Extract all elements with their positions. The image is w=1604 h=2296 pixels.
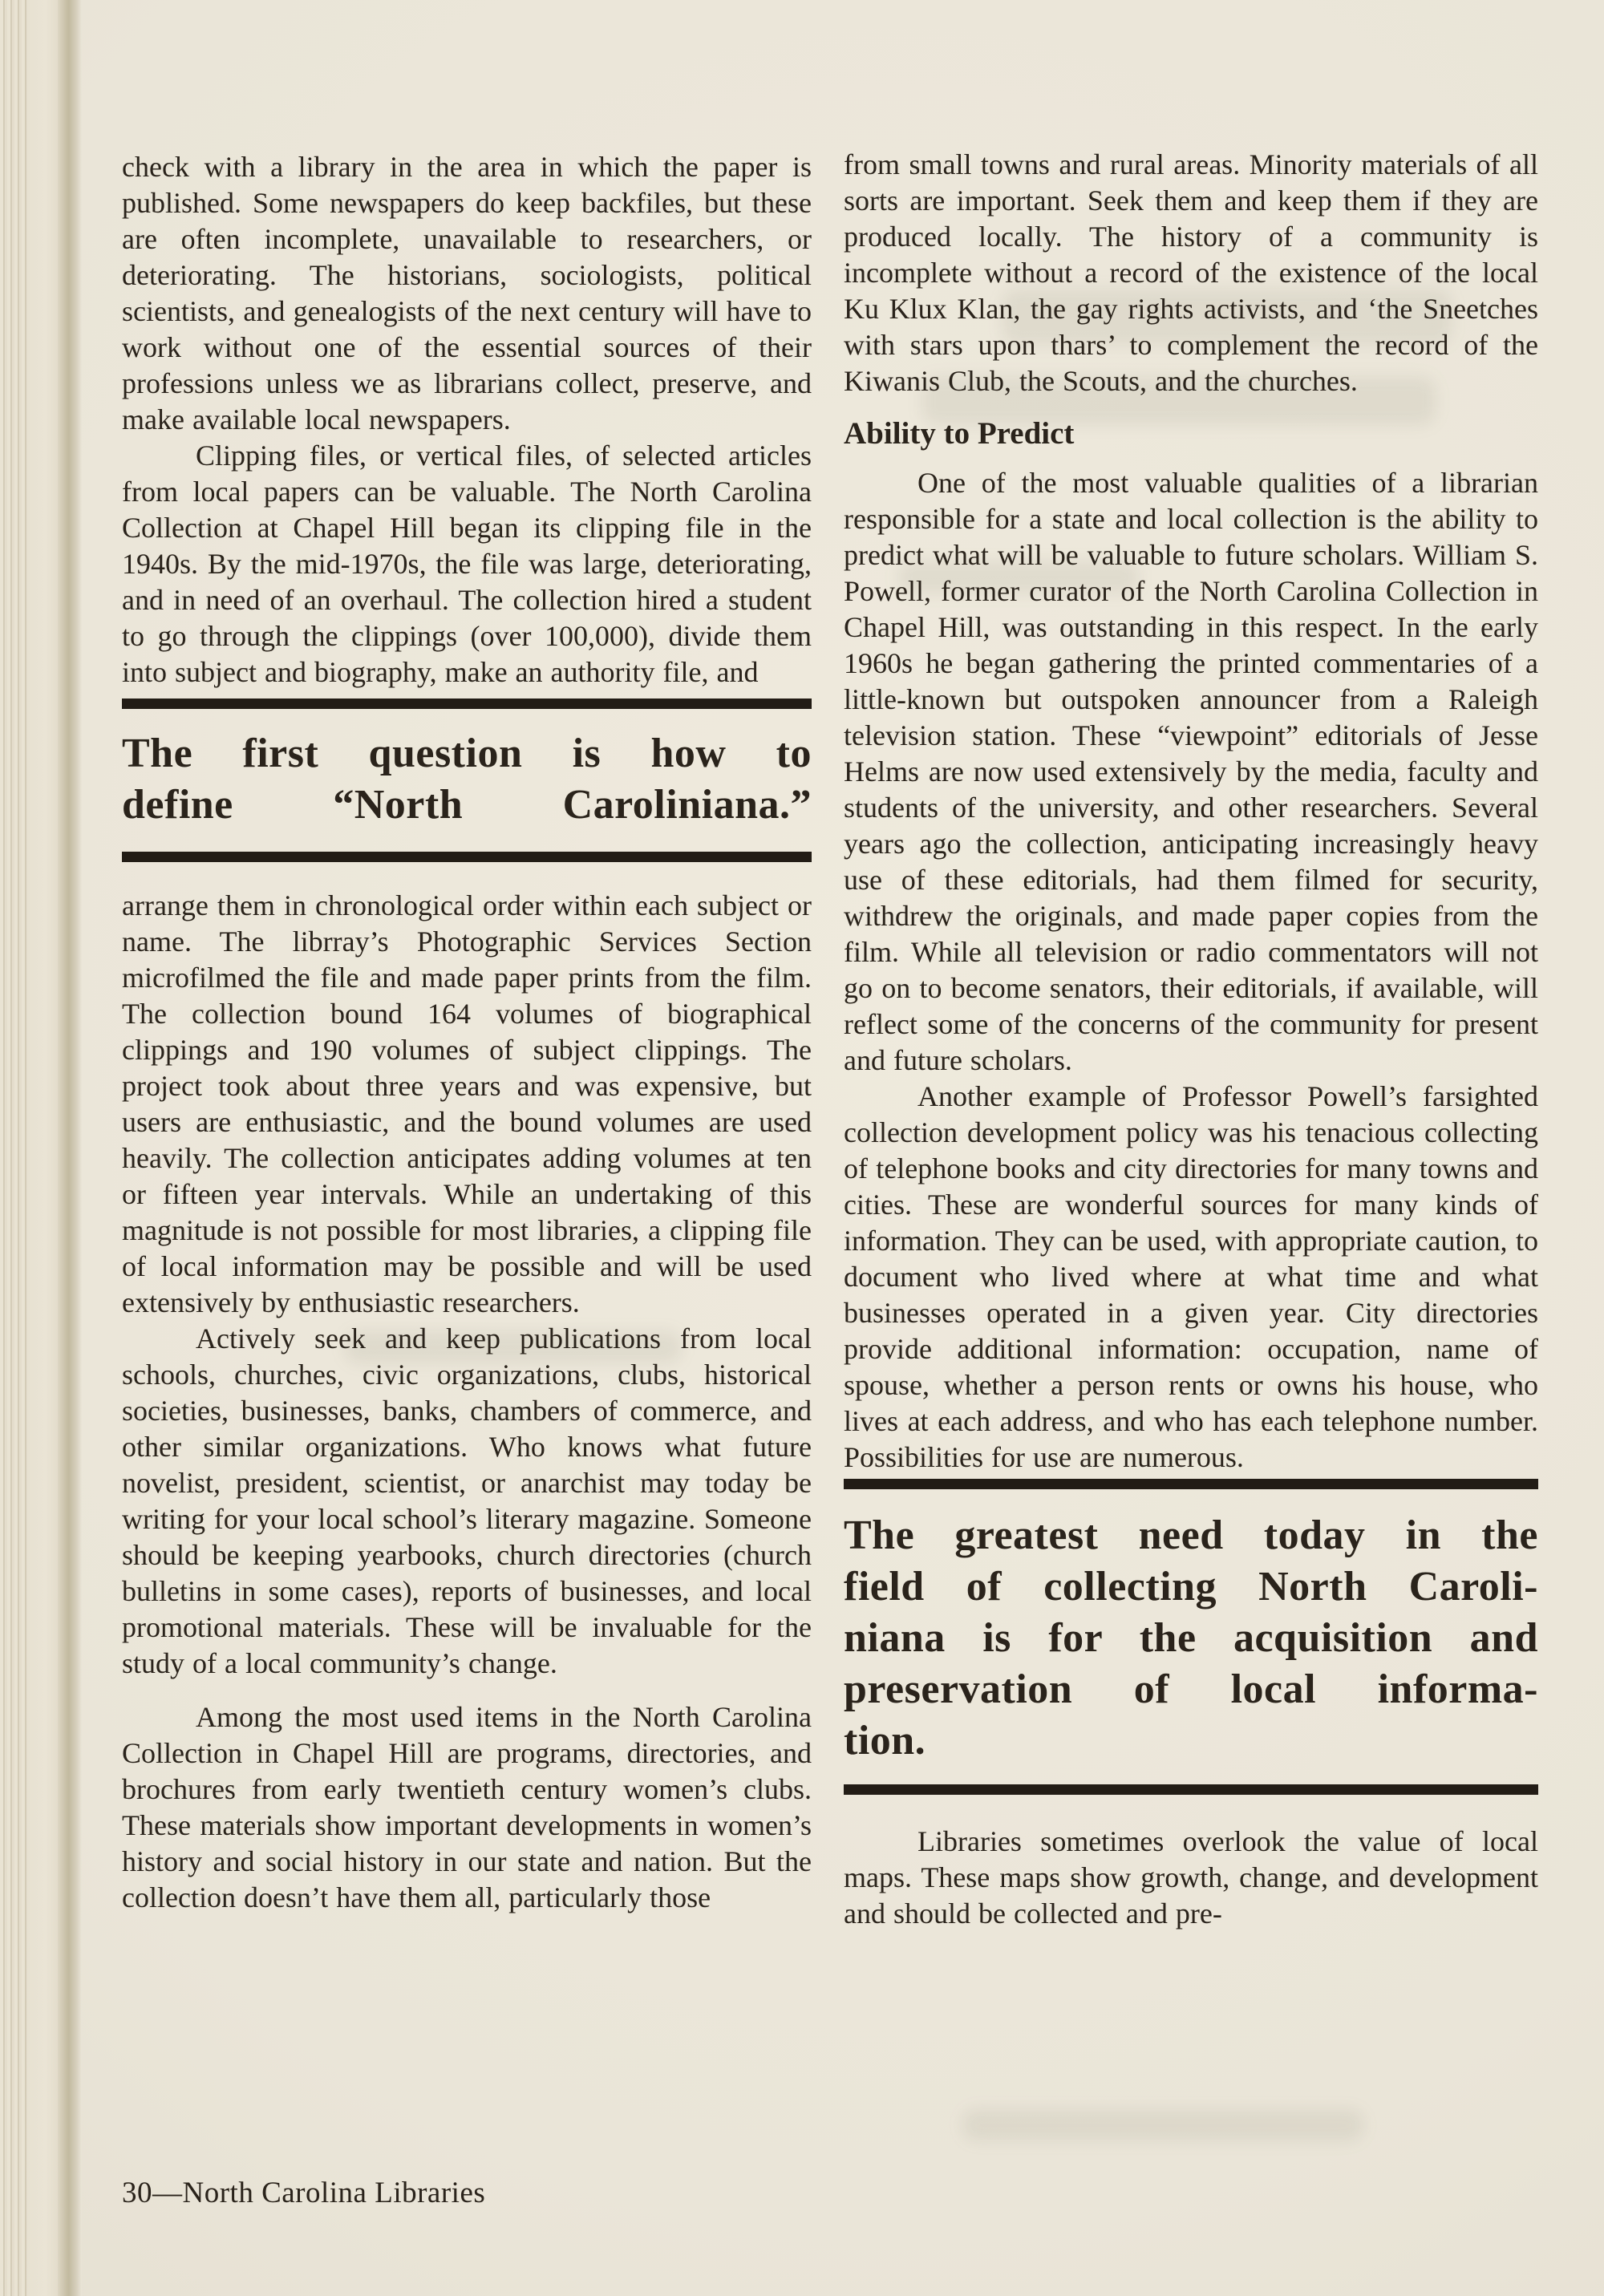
paragraph: Actively seek and keep publications from local schools, churches, civic organizations, clubs, historical societies, businesses, banks, chambers of commerce, and other similar organizations. Who knows what future novelist, president, scientist, or anarchist may today be writing for your local school’s literary magazine. Someone should be keeping yearbooks, church directories (church bulletins in some cases), reports of businesses, and local promotional materials. These will be invaluable for the study of a local community’s change. [122, 1322, 812, 1679]
paragraph: Another example of Professor Powell’s farsighted collection development policy was his tenacious collecting of telephone books and city directories for many towns and cities. These are wonderful sources for many kinds of information. They can be used, with appropriate caution, to document who lived where at what time and what businesses operated in a given year. City directories provide additional information: occupation, name of spouse, whether a person rents or owns his house, who lives at each address, and who has each telephone number. Possibilities for use are numerous. [844, 1080, 1538, 1473]
section-heading-ability-to-predict: Ability to Predict [844, 416, 1075, 451]
pull-quote-line: tion. [844, 1718, 926, 1764]
bleed-through [962, 2109, 1363, 2141]
pull-quote [122, 699, 812, 862]
paragraph: Libraries sometimes overlook the value of local maps. These maps show growth, change, and development and should be collected and pre- [844, 1825, 1538, 1930]
pull-quote-line: field of collecting North Caroli- [844, 1564, 1538, 1610]
paragraph: Clipping files, or vertical files, of selected articles from local papers can be valuable. The North Carolina Collection at Chapel Hill began its clipping file in the 1940s. By the mid-1970s, the file was large, deteriorating, and in need of an overhaul. The collection hired a student to go through the clippings (over 100,000), divide them into subject and biography, make an authority file, and [122, 439, 812, 688]
pull-quote-line: define “North Caroliniana.” [122, 782, 812, 828]
paragraph: One of the most valuable qualities of a librarian responsible for a state and local collection is the ability to predict what will be valuable to future scholars. William S. Powell, former curator of the North Carolina Collection in Chapel Hill, was outstanding in this respect. In the early 1960s he began gathering the printed commentaries of a little-known but outspoken announcer from a Raleigh television station. These “viewpoint” editorials of Jesse Helms are now used extensively by the media, faculty and students of the university, and other researchers. Several years ago the collection, anticipating increasingly heavy use of these editorials, had them filmed for security, withdrew the originals, and made paper copies from the film. While all television or radio commentators will not go on to become senators, their editorials, if available, will reflect some of the concerns of the community for present and future scholars. [844, 467, 1538, 1076]
page-crease-shadow [58, 0, 82, 2296]
paragraph: arrange them in chronological order within each subject or name. The librray’s Photographic Services Section microfilmed the file and made paper prints from the film. The collection bound 164 volumes of biographical clippings and 190 volumes of subject clippings. The project took about three years and was expensive, but users are enthusiastic, and the bound volumes are used heavily. The collection anticipates adding volumes at ten or fifteen year intervals. While an undertaking of this magnitude is not possible for most libraries, a clipping file of local information may be possible and will be used extensively by enthusiastic researchers. [122, 889, 812, 1318]
paragraph: check with a library in the area in which the paper is published. Some newspapers do keep backfiles, but these are often incomplete, unavailable to researchers, or deteriorating. The historians, sociologists, political scientists, and genealogists of the next century will have to work without one of the essential sources of their professions unless we as librarians collect, preserve, and make available local newspapers. [122, 151, 812, 435]
paragraph: Among the most used items in the North Carolina Collection in Chapel Hill are programs, directories, and brochures from early twentieth century women’s clubs. These materials show important developments in women’s history and social history in our state and nation. But the collection doesn’t have them all, particularly those [122, 1701, 812, 1913]
book-page-edge-mid [27, 0, 58, 2296]
paragraph: from small towns and rural areas. Minority materials of all sorts are important. Seek them and keep them if they are produced locally. The history of a community is incomplete without a record of the existence of the local Ku Klux Klan, the gay rights activists, and ‘the Sneetches with stars upon thars’ to complement the record of the Kiwanis Club, the Scouts, and the churches. [844, 148, 1538, 397]
pull-quote-line: The first question is how to [122, 731, 812, 776]
right-column [844, 147, 1538, 1932]
pull-quote-line: preservation of local informa- [844, 1666, 1538, 1712]
pull-quote-line: niana is for the acquisition and [844, 1615, 1538, 1661]
left-column [122, 149, 812, 1916]
pull-quote [844, 1479, 1538, 1795]
pull-quote-line: The greatest need today in the [844, 1512, 1538, 1558]
book-page-edges [0, 0, 27, 2296]
page-footer: 30—North Carolina Libraries [122, 2177, 486, 2209]
